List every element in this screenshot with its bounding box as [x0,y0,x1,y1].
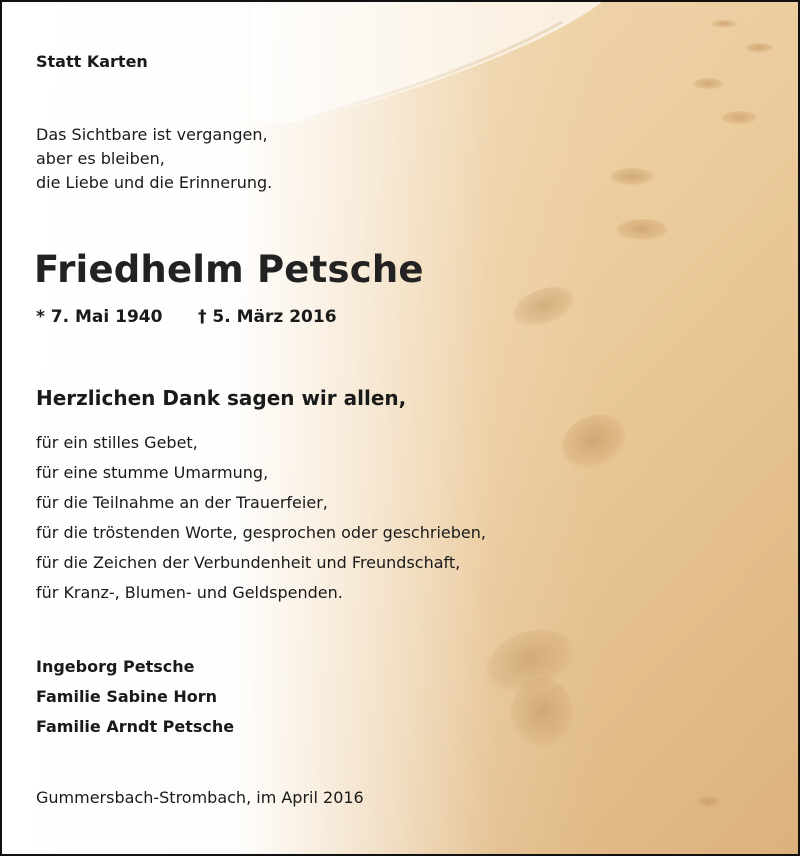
list-item: für eine stumme Umarmung, [36,463,269,482]
verse-line: Das Sichtbare ist vergangen, [36,125,268,144]
verse-line: aber es bleiben, [36,149,165,168]
memorial-verse [36,123,272,195]
signer: Ingeborg Petsche [36,657,195,676]
birth-date: * 7. Mai 1940 [36,307,163,327]
place-and-date: Gummersbach-Strombach, im April 2016 [36,788,364,807]
list-item: für die Zeichen der Verbundenheit und Freundschaft, [36,553,461,572]
list-item: für die Teilnahme an der Trauerfeier, [36,493,328,512]
list-item: für ein stilles Gebet, [36,433,198,452]
signer: Familie Arndt Petsche [36,717,235,736]
notice-intro: Statt Karten [36,52,148,71]
list-item: für Kranz-, Blumen- und Geldspenden. [36,583,343,602]
death-date: † 5. März 2016 [198,307,337,327]
list-item: für die tröstenden Worte, gesprochen oder geschrieben, [36,523,486,542]
signer: Familie Sabine Horn [36,687,218,706]
deceased-name: Friedhelm Petsche [34,248,424,291]
verse-line: die Liebe und die Erinnerung. [36,173,273,192]
thanks-reasons-list [36,428,486,608]
signers-list [36,652,234,742]
thanks-heading: Herzlichen Dank sagen wir allen, [36,386,407,410]
